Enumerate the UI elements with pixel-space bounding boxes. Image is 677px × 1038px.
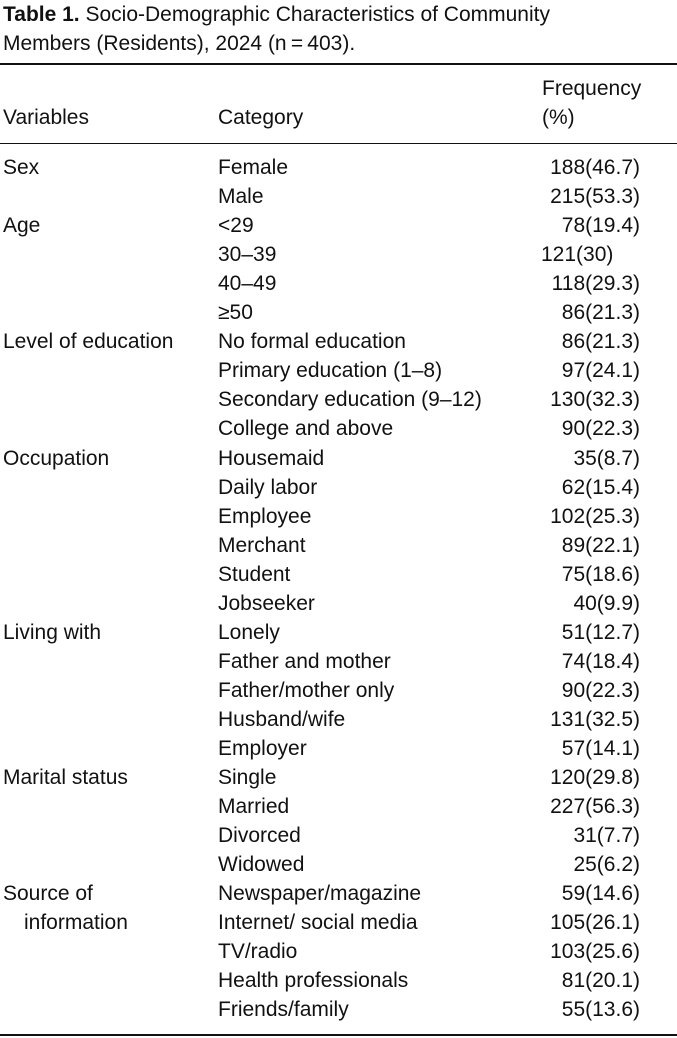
header-frequency-line2: (%) <box>542 106 575 129</box>
table-row <box>0 560 677 589</box>
table-row <box>0 734 677 763</box>
table-row <box>0 356 677 385</box>
table-row <box>0 850 677 879</box>
cell-frequency: 121(30) <box>541 243 614 267</box>
table-row <box>0 908 677 937</box>
cell-frequency: 227(56.3) <box>550 795 640 819</box>
table-bottom-rule <box>0 1034 677 1036</box>
cell-variable: Sex <box>3 156 40 179</box>
cell-frequency: 89(22.1) <box>561 533 640 557</box>
cell-frequency: 130(32.3) <box>550 388 640 412</box>
cell-category: 30–39 <box>218 243 277 267</box>
table-row <box>0 821 677 850</box>
cell-category: 40–49 <box>218 272 277 296</box>
cell-frequency: 90(22.3) <box>561 678 640 702</box>
table-label: Table 1. <box>3 3 80 26</box>
cell-category: Divorced <box>218 824 301 848</box>
table-row <box>0 676 677 705</box>
cell-category: Secondary education (9–12) <box>218 388 482 412</box>
header-variables: Variables <box>3 106 89 129</box>
table-row <box>0 531 677 560</box>
table-title-line2: Members (Residents), 2024 (n = 403). <box>3 32 356 55</box>
table-row <box>0 414 677 443</box>
cell-category: Friends/family <box>218 998 349 1022</box>
cell-category: Father and mother <box>218 649 391 673</box>
cell-frequency: 35(8.7) <box>573 446 640 470</box>
table-header-rule <box>0 143 677 144</box>
cell-category: No formal education <box>218 330 406 354</box>
cell-category: Married <box>218 795 290 819</box>
cell-category: Widowed <box>218 853 305 877</box>
cell-category: Husband/wife <box>218 707 346 731</box>
table-row <box>0 182 677 211</box>
cell-frequency: 40(9.9) <box>573 591 640 615</box>
cell-variable: Level of education <box>3 330 174 354</box>
header-frequency <box>542 74 641 132</box>
table-row <box>0 647 677 676</box>
header-category: Category <box>218 106 304 129</box>
table-row <box>0 995 677 1024</box>
table-row <box>0 385 677 414</box>
header-frequency-line1: Frequency <box>542 77 642 100</box>
cell-category: Merchant <box>218 533 306 557</box>
cell-category: Father/mother only <box>218 678 395 702</box>
cell-category: Employer <box>218 737 307 760</box>
cell-variable: Source of <box>3 882 93 906</box>
table-title-line1: Socio-Demographic Characteristics of Community <box>85 3 550 26</box>
table-row <box>0 763 677 792</box>
cell-frequency: 75(18.6) <box>561 562 640 586</box>
cell-variable: Marital status <box>3 766 128 790</box>
cell-frequency: 102(25.3) <box>550 504 640 528</box>
table-row <box>0 211 677 240</box>
table-row <box>0 792 677 821</box>
cell-category: Primary education (1–8) <box>218 359 443 383</box>
cell-category: <29 <box>218 214 254 238</box>
cell-frequency: 81(20.1) <box>561 969 640 993</box>
cell-frequency: 215(53.3) <box>550 185 640 209</box>
table-row <box>0 327 677 356</box>
cell-frequency: 188(46.7) <box>550 156 640 179</box>
table-top-rule <box>0 63 677 65</box>
cell-frequency: 25(6.2) <box>573 853 640 877</box>
table-row <box>0 502 677 531</box>
cell-frequency: 57(14.1) <box>561 737 640 760</box>
cell-frequency: 62(15.4) <box>561 475 640 499</box>
cell-frequency: 118(29.3) <box>551 272 640 296</box>
table-row <box>0 879 677 908</box>
table-row <box>0 618 677 647</box>
cell-frequency: 51(12.7) <box>561 620 640 644</box>
table-row <box>0 589 677 618</box>
table-row <box>0 444 677 473</box>
cell-category: Housemaid <box>218 446 325 470</box>
table-row <box>0 937 677 966</box>
cell-frequency: 74(18.4) <box>561 649 640 673</box>
cell-frequency: 86(21.3) <box>561 301 640 325</box>
table-row <box>0 153 677 182</box>
table-row <box>0 473 677 502</box>
table-row <box>0 269 677 298</box>
cell-variable: Living with <box>3 620 102 644</box>
cell-frequency: 131(32.5) <box>550 707 640 731</box>
cell-frequency: 97(24.1) <box>561 359 640 383</box>
cell-variable: information <box>24 911 128 935</box>
cell-frequency: 120(29.8) <box>550 766 640 790</box>
cell-category: Jobseeker <box>218 591 315 615</box>
cell-frequency: 103(25.6) <box>550 940 640 964</box>
cell-frequency: 59(14.6) <box>561 882 640 906</box>
cell-frequency: 105(26.1) <box>550 911 640 935</box>
table-row <box>0 705 677 734</box>
cell-category: Daily labor <box>218 475 318 499</box>
cell-frequency: 90(22.3) <box>561 417 640 441</box>
cell-category: Female <box>218 156 289 179</box>
cell-category: Student <box>218 562 291 586</box>
cell-category: College and above <box>218 417 394 441</box>
cell-category: Internet/ social media <box>218 911 418 935</box>
cell-category: Single <box>218 766 277 790</box>
cell-category: Employee <box>218 504 312 528</box>
table-row <box>0 240 677 269</box>
cell-frequency: 55(13.6) <box>561 998 640 1022</box>
cell-variable: Age <box>3 214 41 238</box>
cell-frequency: 78(19.4) <box>561 214 640 238</box>
cell-category: Newspaper/magazine <box>218 882 422 906</box>
cell-category: Male <box>218 185 264 209</box>
cell-category: Lonely <box>218 620 280 644</box>
cell-category: ≥50 <box>218 301 253 325</box>
cell-category: Health professionals <box>218 969 409 993</box>
table-caption <box>3 0 673 58</box>
cell-frequency: 86(21.3) <box>561 330 640 354</box>
table-row <box>0 966 677 995</box>
cell-frequency: 31(7.7) <box>573 824 640 848</box>
table-row <box>0 298 677 327</box>
cell-variable: Occupation <box>3 446 110 470</box>
cell-category: TV/radio <box>218 940 298 964</box>
